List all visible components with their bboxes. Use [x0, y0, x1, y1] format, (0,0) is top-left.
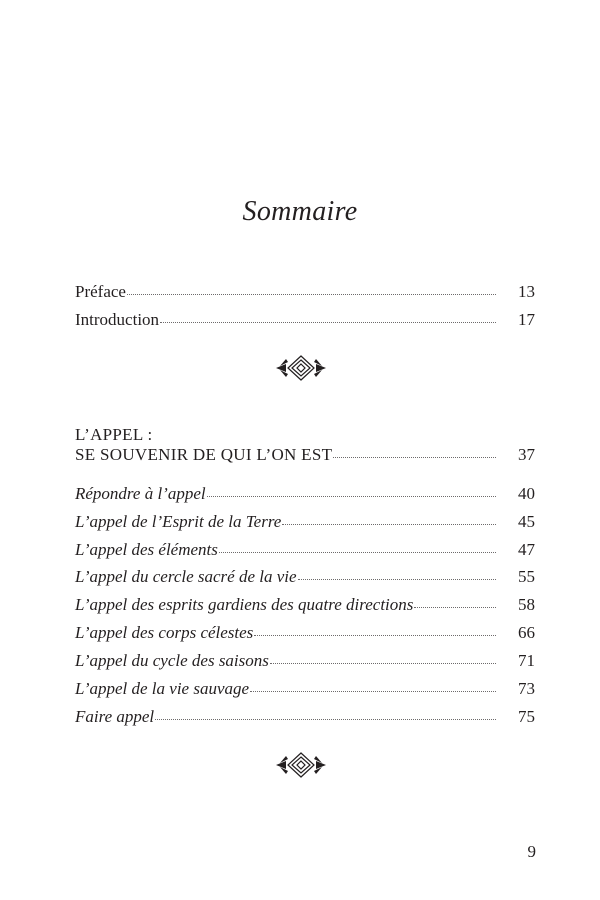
toc-entry-label: L’appel de la vie sauvage [75, 679, 250, 698]
toc-page-number: 17 [518, 310, 535, 329]
dot-leader [160, 322, 496, 323]
toc-page-number: 13 [518, 282, 535, 301]
toc-entry[interactable] [75, 566, 535, 588]
toc-entry-label: L’appel des esprits gardiens des quatre directions [75, 595, 414, 614]
dot-leader [250, 691, 496, 692]
page-folio: 9 [527, 842, 536, 861]
toc-entry-label: Introduction [75, 310, 160, 329]
diamond-ornament-icon [274, 752, 328, 778]
toc-entry-introduction[interactable] [75, 309, 535, 331]
toc-entry[interactable] [75, 511, 535, 533]
toc-entry[interactable] [75, 594, 535, 616]
dot-leader [333, 457, 496, 458]
toc-entry[interactable] [75, 483, 535, 505]
toc-entry-label: Faire appel [75, 707, 155, 726]
toc-page-number: 37 [518, 445, 535, 464]
dot-leader [155, 719, 496, 720]
dot-leader [254, 635, 496, 636]
page-title: Sommaire [242, 196, 358, 227]
toc-page-number: 75 [518, 707, 535, 726]
toc-entry-label: L’appel du cercle sacré de la vie [75, 567, 297, 586]
toc-entry-label: L’appel des corps célestes [75, 623, 254, 642]
dot-leader [127, 294, 496, 295]
toc-entry[interactable] [75, 650, 535, 672]
toc-entry-label: L’appel de l’Esprit de la Terre [75, 512, 282, 531]
toc-entry-label: L’appel du cycle des saisons [75, 651, 269, 670]
toc-page-number: 71 [518, 651, 535, 670]
dot-leader [298, 579, 496, 580]
diamond-ornament-icon [274, 355, 328, 381]
toc-entry-preface[interactable] [75, 281, 535, 303]
dot-leader [207, 496, 496, 497]
section-heading-line2: SE SOUVENIR DE QUI L’ON EST [75, 445, 333, 464]
toc-entry[interactable] [75, 622, 535, 644]
toc-page-number: 55 [518, 567, 535, 586]
toc-entry[interactable] [75, 678, 535, 700]
toc-page-number: 66 [518, 623, 535, 642]
dot-leader [270, 663, 496, 664]
toc-entry[interactable] [75, 706, 535, 728]
dot-leader [414, 607, 496, 608]
dot-leader [282, 524, 496, 525]
toc-page-number: 40 [518, 484, 535, 503]
toc-page-number: 73 [518, 679, 535, 698]
toc-page-number: 58 [518, 595, 535, 614]
toc-entry-label: Préface [75, 282, 126, 301]
toc-page-number: 47 [518, 540, 535, 559]
dot-leader [219, 552, 496, 553]
toc-section-appel[interactable] [75, 444, 535, 466]
toc-entry-label: L’appel des éléments [75, 540, 218, 559]
toc-entry-label: Répondre à l’appel [75, 484, 206, 503]
toc-entry[interactable] [75, 539, 535, 561]
section-heading-line1: L’APPEL : [75, 425, 153, 444]
toc-page-number: 45 [518, 512, 535, 531]
